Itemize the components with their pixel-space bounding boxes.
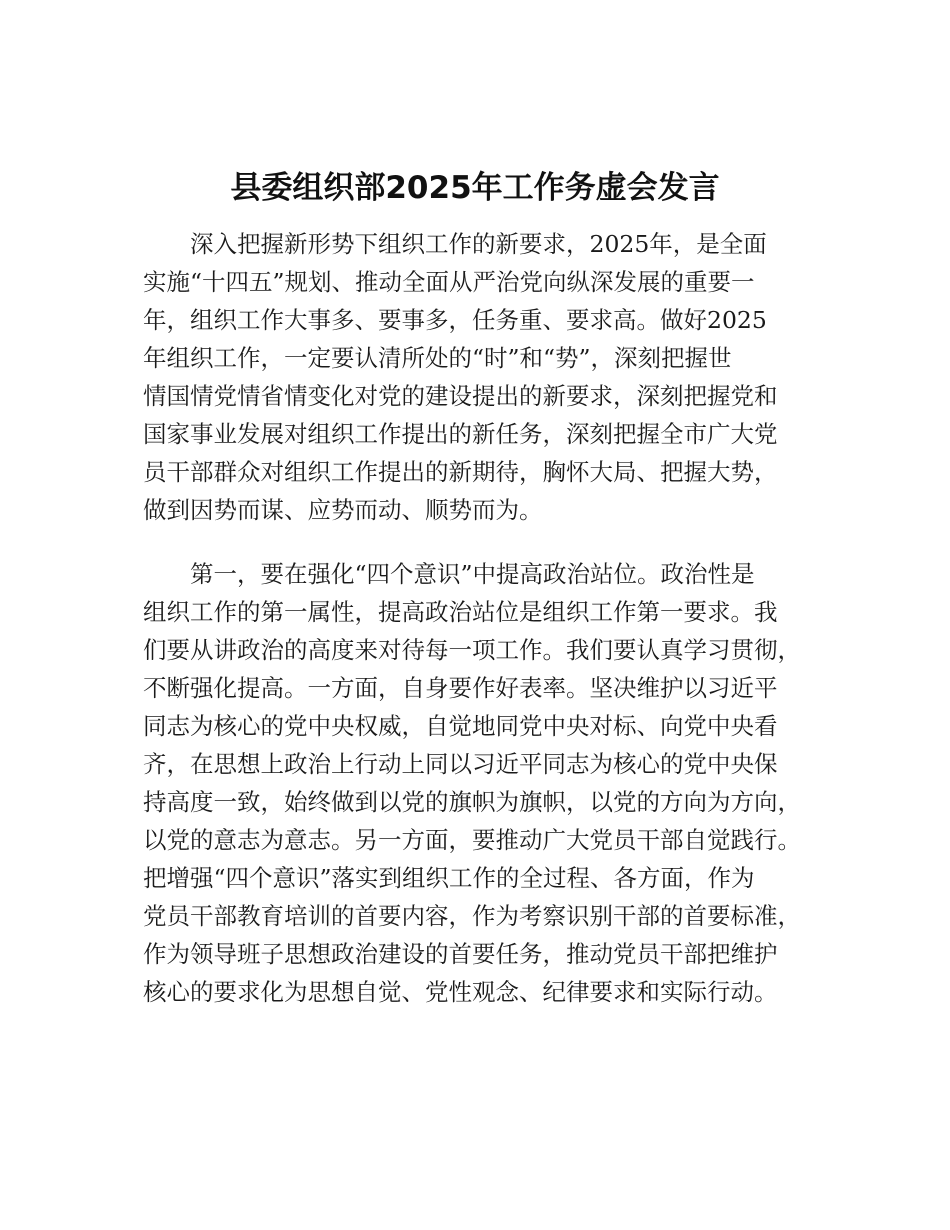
document-title: 县委组织部2025年工作务虚会发言	[230, 170, 720, 206]
paragraph-intro	[143, 225, 811, 529]
paragraph-line: 同志为核心的党中央权威，自觉地同党中央对标、向党中央看	[143, 712, 778, 740]
paragraph-line: 党员干部教育培训的首要内容，作为考察识别干部的首要标准，	[143, 902, 801, 930]
paragraph-line: 们要从讲政治的高度来对待每一项工作。我们要认真学习贯彻，	[143, 636, 801, 664]
paragraph-line: 作为领导班子思想政治建设的首要任务，推动党员干部把维护	[143, 940, 778, 968]
paragraph-line: 核心的要求化为思想自觉、党性观念、纪律要求和实际行动。	[143, 978, 778, 1006]
paragraph-line: 以党的意志为意志。另一方面，要推动广大党员干部自觉践行。	[143, 826, 801, 854]
paragraph-line: 把增强“四个意识”落实到组织工作的全过程、各方面，作为	[143, 864, 755, 892]
paragraph-line: 做到因势而谋、应势而动、顺势而为。	[143, 496, 543, 524]
paragraph-first-point	[143, 555, 811, 1011]
paragraph-line: 年，组织工作大事多、要事多，任务重、要求高。做好2025	[143, 306, 767, 334]
paragraph-line: 实施“十四五”规划、推动全面从严治党向纵深发展的重要一	[143, 268, 755, 296]
paragraph-line: 组织工作的第一属性，提高政治站位是组织工作第一要求。我	[143, 598, 778, 626]
paragraph-line: 深入把握新形势下组织工作的新要求，2025年，是全面	[190, 230, 767, 258]
paragraph-line: 持高度一致，始终做到以党的旗帜为旗帜，以党的方向为方向，	[143, 788, 801, 816]
paragraph-line: 国家事业发展对组织工作提出的新任务，深刻把握全市广大党	[143, 420, 778, 448]
paragraph-line: 情国情党情省情变化对党的建设提出的新要求，深刻把握党和	[143, 382, 778, 410]
paragraph-line: 齐，在思想上政治上行动上同以习近平同志为核心的党中央保	[143, 750, 778, 778]
paragraph-line: 第一，要在强化“四个意识”中提高政治站位。政治性是	[190, 560, 755, 588]
paragraph-line: 不断强化提高。一方面，自身要作好表率。坚决维护以习近平	[143, 674, 778, 702]
paragraph-line: 员干部群众对组织工作提出的新期待，胸怀大局、把握大势，	[143, 458, 778, 486]
paragraph-line: 年组织工作，一定要认清所处的“时”和“势”，深刻把握世	[143, 344, 732, 372]
